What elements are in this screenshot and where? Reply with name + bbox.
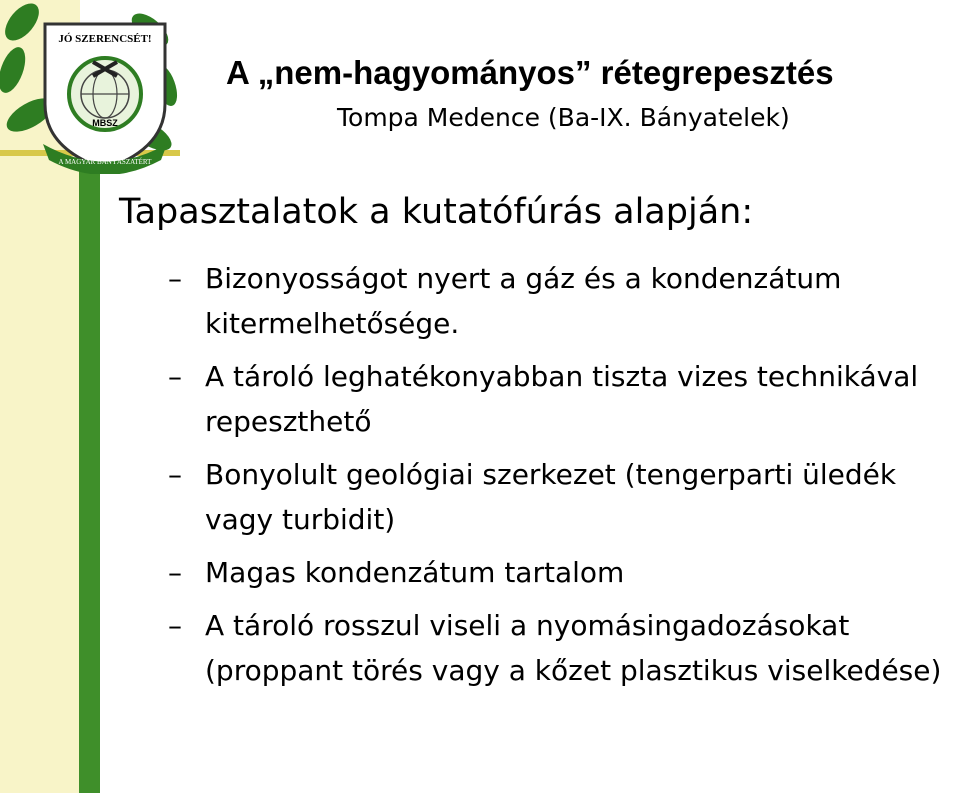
bullet-list <box>168 256 958 693</box>
mbsz-emblem <box>35 14 175 174</box>
bullet-item <box>168 256 958 346</box>
bullet-text: A tároló leghatékonyabban tiszta vizes technikával repeszthető <box>205 360 919 438</box>
emblem-top-text: JÓ SZERENCSÉT! <box>58 33 152 45</box>
bullet-item <box>168 603 958 693</box>
emblem-ribbon-text: A MAGYAR BÁNYÁSZATÉRT <box>58 158 152 166</box>
bullet-text: Bizonyosságot nyert a gáz és a kondenzátum kitermelhetősége. <box>205 262 842 340</box>
dash-marker: – <box>168 556 182 589</box>
slide-title: A „nem-hagyományos” rétegrepesztés <box>226 54 834 91</box>
dash-marker: – <box>168 262 182 295</box>
content-heading: Tapasztalatok a kutatófúrás alapján: <box>119 192 754 232</box>
left-green-stripe <box>79 155 100 793</box>
bullet-item <box>168 354 958 444</box>
bullet-item <box>168 550 958 595</box>
dash-marker: – <box>168 609 182 642</box>
bullet-text: Bonyolult geológiai szerkezet (tengerparti üledék vagy turbidit) <box>205 458 897 536</box>
slide-subtitle: Tompa Medence (Ba-IX. Bányatelek) <box>337 103 790 132</box>
emblem-center-text: MBSZ <box>92 118 118 128</box>
bullet-text: Magas kondenzátum tartalom <box>205 556 625 589</box>
bullet-item <box>168 452 958 542</box>
dash-marker: – <box>168 458 182 491</box>
bullet-text: A tároló rosszul viseli a nyomásingadozásokat (proppant törés vagy a kőzet plasztikus viselkedése) <box>205 609 942 687</box>
dash-marker: – <box>168 360 182 393</box>
